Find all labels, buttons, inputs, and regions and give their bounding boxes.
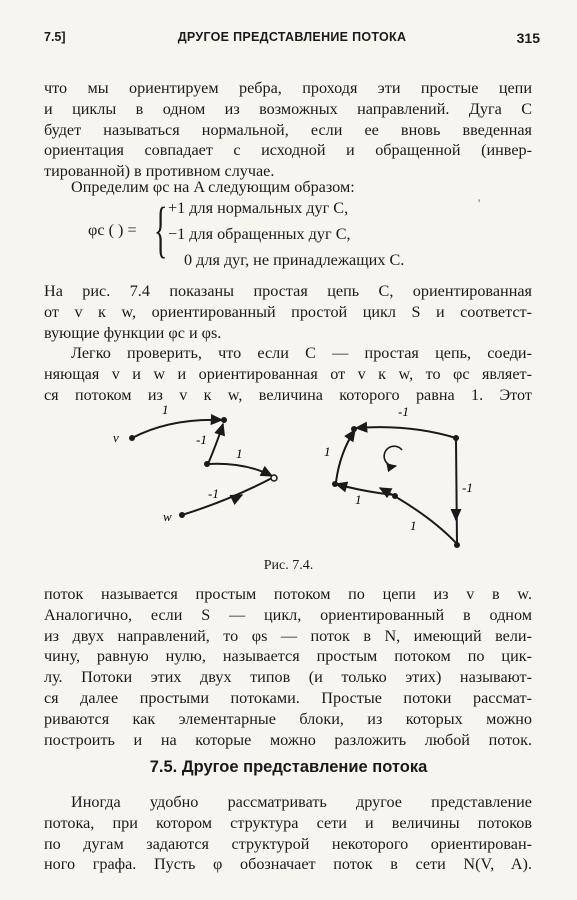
text-line: ного графа. Пусть φ обозначает поток в сети N(V, A). [44,855,532,874]
formula-case: +1 для нормальных дуг C, [168,199,349,217]
header-page-number: 315 [516,30,540,46]
paragraph-bottom [44,584,532,750]
formula-case: 0 для дуг, не принадлежащих C. [184,251,405,269]
node-a [221,417,227,423]
text-line: ориентация совпадает с исходной и обращенной (инвер- [44,141,532,160]
label-edge-ba: -1 [196,432,207,447]
label-edge-va: 1 [162,402,169,417]
text-line: будет называться нормальной, если ее вновь введенная [44,120,532,139]
text-line: ся потоком из v к w, величина которого равна 1. Этот [44,385,532,404]
cycle-edge-lower [336,484,395,495]
formula-lhs: φc ( ) = [88,221,137,239]
text-line: вующие функции φc и φs. [44,323,222,342]
text-line: из двух направлений, то φs — поток в N, имеющий вели- [44,626,532,645]
text-line: лу. Потоки этих двух типов (и только этих) называют- [44,668,532,687]
text-line: На рис. 7.4 показаны простая цепь C, ориентированная [44,282,532,300]
paragraph-middle [44,281,532,406]
text-line: поток называется простым потоком по цепи из v в w. [44,585,532,603]
simple-cycle-labels [324,404,473,533]
label-edge-bc: 1 [236,446,243,461]
node-v [129,435,135,441]
running-header [44,30,540,50]
text-line: чину, равную нулю, называется простым потоком по цик- [44,647,532,666]
cycle-edge-right [456,440,457,544]
cycle-edge-top [356,427,456,438]
cycle-edge-diag [380,488,457,544]
cycle-edge-left [336,430,355,482]
cycle-node-b [454,542,460,548]
header-section-number: 7.5] [44,30,66,44]
text-line: по дугам задаются структурой некоторого ориентирован- [44,834,532,853]
text-line: няющая v и w и ориентированная от v к w, то φc являет- [44,365,532,384]
node-b [204,461,210,467]
paragraph-top [44,78,532,182]
edge-b-to-a [208,424,223,464]
text-line: тированной) в противном случае. [44,162,275,181]
text-line: от v к w, ориентированный простой цикл S и соответст- [44,302,532,321]
figure-7-4 [0,400,577,580]
label-v: v [113,430,119,445]
definition-line: Определим φc на A следующим образом: [71,178,355,196]
label-cycle-top: -1 [398,404,409,419]
formula-brace: { [154,196,168,264]
text-line: Иногда удобно рассматривать другое представление [71,793,532,811]
label-edge-wc: -1 [208,486,219,501]
cycle-node-tr [453,435,459,441]
label-cycle-lower: 1 [355,492,362,507]
text-line: Аналогично, если S — цикл, ориентированный в одном [44,605,532,624]
margin-mark: ' [478,196,481,210]
label-w: w [163,509,172,524]
label-cycle-diag: 1 [410,518,417,533]
definition-paragraph [44,177,532,198]
simple-cycle-diagram [336,427,457,544]
edge-b-to-c [208,464,272,476]
figure-caption: Рис. 7.4. [263,558,314,573]
label-cycle-right: -1 [462,480,473,495]
text-line: потока, при котором структура сети и величины потоков [44,813,532,832]
section-heading: 7.5. Другое представление потока [149,758,428,776]
text-line: Легко проверить, что если C — простая цепь, соеди- [71,344,532,363]
text-line: риваются как элементарные блоки, из которых можно [44,709,532,728]
cycle-node-tl [351,426,357,432]
cycle-node-l [332,481,338,487]
header-running-title: ДРУГОЕ ПРЕДСТАВЛЕНИЕ ПОТОКА [177,30,407,44]
paragraph-last [44,792,532,875]
text-line: что мы ориентируем ребра, проходя эти простые цепи [44,79,532,97]
node-w [179,512,185,518]
cycle-node-m [392,493,398,499]
cycle-orientation-arrow [384,446,402,466]
formula-case: −1 для обращенных дуг C, [168,225,351,243]
text-line: построить и на которые можно разложить любой поток. [44,730,532,749]
text-line: и циклы в одном из возможных направлений. Дуга C [44,99,532,118]
node-c [271,475,277,481]
label-cycle-left: 1 [324,444,331,459]
edge-w-to-c [182,478,272,515]
text-line: ся далее простыми потоками. Простые потоки рассмат- [44,688,532,707]
piecewise-formula [88,196,528,273]
edge-v-to-a [132,420,222,438]
